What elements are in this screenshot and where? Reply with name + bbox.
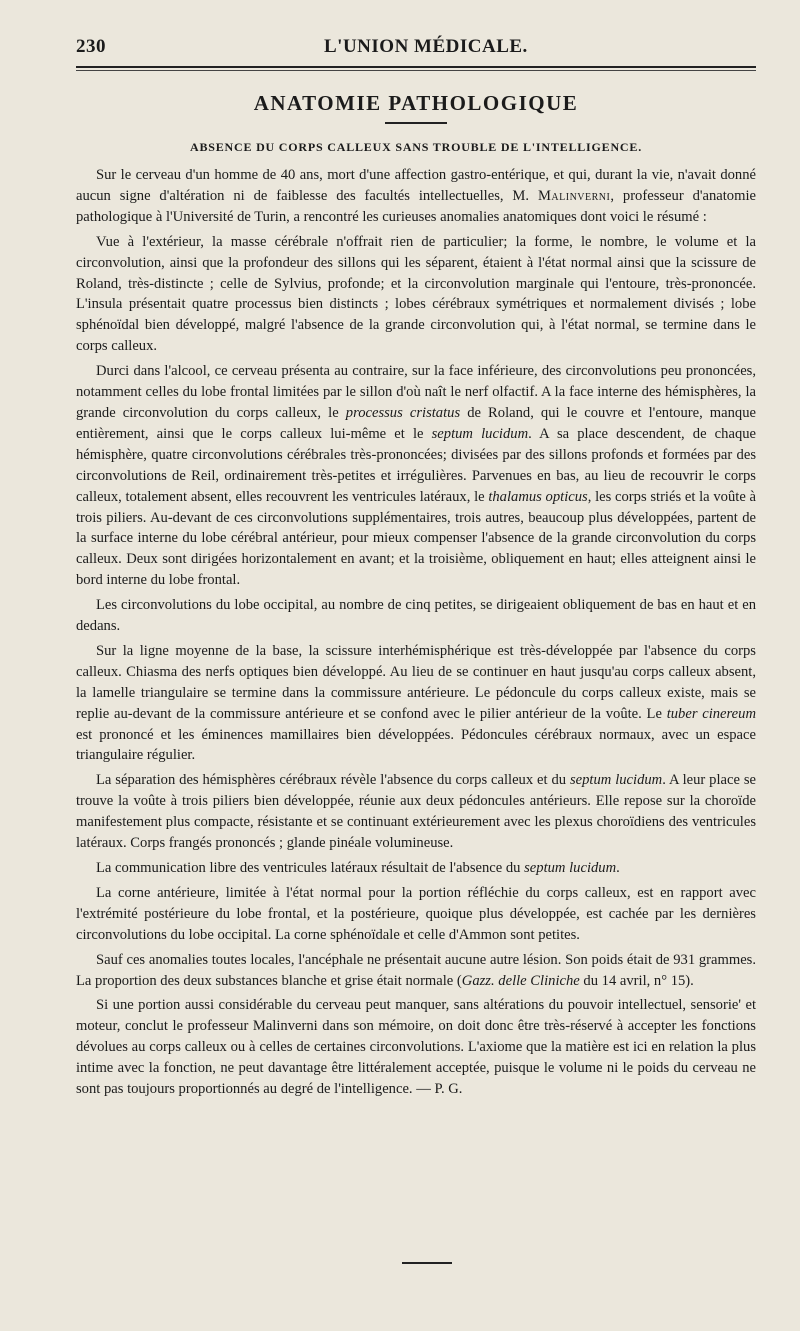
italic-term: processus cristatus xyxy=(345,404,461,421)
paragraph-7 xyxy=(76,858,756,879)
text-run: Sauf ces anomalies toutes locales, l'ancéphale ne présentait aucune autre lésion. Son poids était de 931 grammes. La proportion des deux substances blanche et grise était normale ( xyxy=(76,951,756,989)
text-run: du 14 avril, n° 15). xyxy=(579,972,694,989)
article-body xyxy=(76,165,756,1100)
header-rule xyxy=(76,66,756,68)
running-head xyxy=(76,28,756,62)
text-run: La séparation des hémisphères cérébraux révèle l'absence du corps calleux et du xyxy=(96,772,570,789)
text-run: est prononcé et les éminences mamillaires bien développées. Pédoncules cérébraux normaux, avec un espace triangulaire régulier. xyxy=(76,726,756,764)
paragraph-1 xyxy=(76,165,756,228)
italic-term: septum lucidum xyxy=(524,860,617,876)
italic-term: septum lucidum xyxy=(431,425,529,442)
text-run: La communication libre des ventricules latéraux résultait de l'absence du xyxy=(96,860,525,876)
text-run: Durci dans l'alcool, ce cerveau présenta au contraire, sur la face inférieure, des circonvolutions peu prononcées, notamment celles du lobe frontal limitées par le sillon d'où naît le nerf olfactif. A la face interne des hémisphères, la grande circonvolution du corps calleux, le xyxy=(76,363,756,421)
italic-term: Gazz. delle Cliniche xyxy=(461,972,580,989)
header-rule-thin xyxy=(76,70,756,71)
paragraph-9 xyxy=(76,950,756,992)
paragraph-6 xyxy=(76,770,756,854)
text-run: de Roland, qui le couvre et l'entoure, manque entièrement, ainsi que le corps calleux lui-même et le xyxy=(76,404,756,442)
text-run: , professeur d'anatomie pathologique à l'Université de Turin, a rencontré les curieuses anomalies anatomiques dont voici le résumé : xyxy=(76,187,756,225)
journal-title: L'UNION MÉDICALE. xyxy=(324,36,528,57)
text-run: . A sa place descendent, de chaque hémisphère, quatre circonvolutions cérébrales très-prononcées; divisées par des sillons profonds et formées par des circonvolutions de Reil, ordinairement très-petites et irrégulières. Parvenues en bas, au lieu de recouvrir le corps calleux, totalement absent, elles recouvrent les ventricules latéraux, le xyxy=(76,425,757,505)
paragraph-4: Les circonvolutions du lobe occipital, au nombre de cinq petites, se dirigeaient obliquement de bas en haut et en dedans. xyxy=(76,597,756,635)
paragraph-8: La corne antérieure, limitée à l'état normal pour la portion réfléchie du corps calleux, est en rapport avec l'extrémité postérieure du lobe frontal, et la postérieure, quoique plus développée, est cachée par les dernières circonvolutions du lobe occipital. La corne sphénoïdale et celle d'Ammon sont petites. xyxy=(76,884,756,943)
paragraph-2: Vue à l'extérieur, la masse cérébrale n'offrait rien de particulier; la forme, le nombre, le volume et la circonvolution, ainsi que la profondeur des sillons qui les séparent, étaient à l'état normal ainsi que la scissure de Roland, très-distincte ; celle de Sylvius, profonde; et la circonvolution marginale qui l'entoure, très-prononcée. L'insula présentait quatre processus bien distincts ; lobes cérébraux symétriques et normalement divisés ; lobe sphénoïdal bien développé, malgré l'absence de la grande circonvolution qui, à l'état normal, se termine dans le corps calleux. xyxy=(76,233,756,355)
text-run: Sur la ligne moyenne de la base, la scissure interhémisphérique est très-développée par l'absence du corps calleux. Chiasma des nerfs optiques bien développé. Au lieu de se continuer en haut jusqu'au corps calleux absent, la lamelle triangulaire se termine dans la commissure antérieure. Le pédoncule du corps calleux existe, mais se replie au-devant de la commissure antérieure et se confond avec le pilier antérieur de la voûte. Le xyxy=(76,642,756,722)
italic-term: thalamus opticus xyxy=(488,488,588,505)
paragraph-3 xyxy=(76,361,756,591)
section-title: ANATOMIE PATHOLOGIQUE xyxy=(253,91,579,115)
paragraph-5 xyxy=(76,641,756,766)
title-rule xyxy=(385,122,447,124)
article-subtitle: ABSENCE DU CORPS CALLEUX SANS TROUBLE DE L'INTELLIGENCE. xyxy=(189,140,642,154)
italic-term: septum lucidum xyxy=(569,772,663,789)
paragraph-10: Si une portion aussi considérable du cerveau peut manquer, sans altérations du pouvoir intellectuel, sensorie' et moteur, conclut le professeur Malinverni dans son mémoire, on doit donc être très-réservé à accepter les fonctions dévolues au corps calleux ou à celles de certaines circonvolutions. L'axiome que la matière est ici en relation la plus intime avec la fonction, ne peut davantage être littéralement acceptée, puisque le volume ni le poids du cerveau ne sont pas toujours proportionnés au degré de l'intelligence. — P. G. xyxy=(76,997,756,1098)
page-number: 230 xyxy=(76,36,106,57)
text-run: . xyxy=(616,860,620,876)
author-name: Malinverni xyxy=(537,187,611,204)
end-rule xyxy=(402,1262,452,1264)
text-run: Sur le cerveau d'un homme de 40 ans, mort d'une affection gastro-entérique, et qui, durant la vie, n'avait donné aucun signe d'altération ni de faiblesse des facultés intellectuelles, M. xyxy=(76,167,756,204)
italic-term: tuber cinereum xyxy=(666,705,756,722)
text-run: , les corps striés et la voûte à trois piliers. Au-devant de ces circonvolutions supplémentaires, trois autres, beaucoup plus développées, partent de la surface interne du lobe cérébral antérieur, pour mieux compenser l'absence de la grande circonvolution du corps calleux. Deux sont dirigées horizontalement en avant; et la troisième, obliquement en haut; elles atteignent ainsi le bord interne du lobe frontal. xyxy=(76,488,756,589)
text-run: . A leur place se trouve la voûte à trois piliers bien développée, réunie aux deux pédoncules antérieurs. Elle repose sur la choroïde manifestement plus compacte, résistante et se continuant extérieurement avec les plexus choroïdiens des ventricules latéraux. Corps frangés prononcés ; glande pinéale volumineuse. xyxy=(76,772,756,852)
